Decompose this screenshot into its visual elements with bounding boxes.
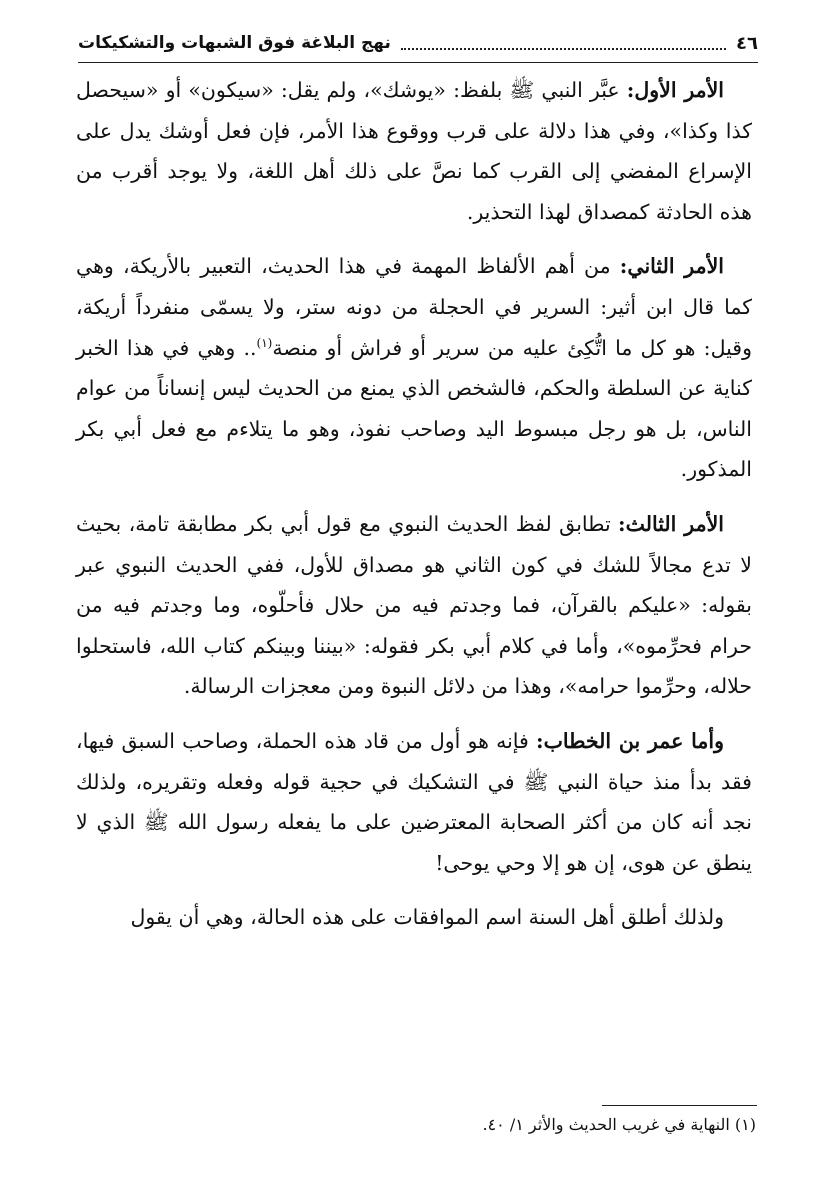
paragraph-lead: الأمر الثاني: <box>619 254 724 279</box>
page-header <box>78 28 758 58</box>
paragraph-text: عبَّر النبي ﷺ بلفظ: «يوشك»، ولم يقل: «سيكون» أو «سيحصل كذا وكذا»، وفي هذا دلالة على قرب ووقوع هذا الأمر، فإن فعل أوشك يدل على الإسراع المفضي إلى القرب كما نصَّ على ذلك أهل اللغة، ولا يوجد أقرب من هذه الحادثة كمصداق لهذا التحذير. <box>76 78 752 224</box>
paragraph-muwafaqat <box>76 897 752 938</box>
paragraph-text: تطابق لفظ الحديث النبوي مع قول أبي بكر مطابقة تامة، بحيث لا تدع مجالاً للشك في كون الثاني هو مصداق للأول، ففي الحديث النبوي عبر بقوله: «عليكم بالقرآن، فما وجدتم فيه من حلال فأحلّوه، وما وجدتم فيه من حرام فحرِّموه»، وأما في كلام أبي بكر فقوله: «بيننا وبينكم كتاب الله، فاستحلوا حلاله، وحرِّموا حرامه»، وهذا من دلائل النبوة ومن معجزات الرسالة. <box>76 511 752 699</box>
paragraph-lead: الأمر الثالث: <box>618 511 724 536</box>
page-number: ٤٦ <box>736 32 758 54</box>
paragraph-second-matter <box>76 246 752 490</box>
paragraph-first-matter <box>76 70 752 232</box>
header-rule <box>78 62 758 63</box>
footnote-reference[interactable]: (١) <box>256 335 273 350</box>
footnote-rule <box>602 1105 757 1106</box>
paragraph-lead: وأما عمر بن الخطاب: <box>536 728 725 753</box>
paragraph-text: من أهم الألفاظ المهمة في هذا الحديث، التعبير بالأريكة، وهي كما قال ابن أثير: السرير في الحجلة من دونه ستر، ولا يسمّى منفرداً أريكة، وقيل: هو كل ما اتُّكِئ عليه من سرير أو فراش أو منصة <box>76 254 752 360</box>
paragraph-text-continued: .. وهي في هذا الخبر كناية عن السلطة والحكم، فالشخص الذي يمنع من الحديث ليس إنساناً من عوام الناس، بل هو رجل مبسوط اليد وصاحب نفوذ، وهو ما يتلاءم مع فعل أبي بكر المذكور. <box>76 335 752 482</box>
body-text <box>76 70 752 938</box>
paragraph-umar <box>76 721 752 883</box>
paragraph-lead: الأمر الأول: <box>626 78 724 102</box>
paragraph-third-matter <box>76 504 752 707</box>
paragraph-text: ولذلك أطلق أهل السنة اسم الموافقات على هذه الحالة، وهي أن يقول <box>130 905 724 930</box>
running-title: نهج البلاغة فوق الشبهات والتشكيكات <box>78 33 391 53</box>
paragraph-text: فإنه هو أول من قاد هذه الحملة، وصاحب السبق فيها، فقد بدأ منذ حياة النبي ﷺ في التشكيك في حجية قوله وفعله وتقريره، ولذلك نجد أنه كان من أكثر الصحابة المعترضين على ما يفعله رسول الله ﷺ الذي لا ينطق عن هوى، إن هو إلا وحي يوحى! <box>76 728 752 875</box>
footnote: (١) النهاية في غريب الحديث والأثر ١/ ٤٠. <box>482 1115 756 1134</box>
dotted-leader <box>401 48 726 50</box>
